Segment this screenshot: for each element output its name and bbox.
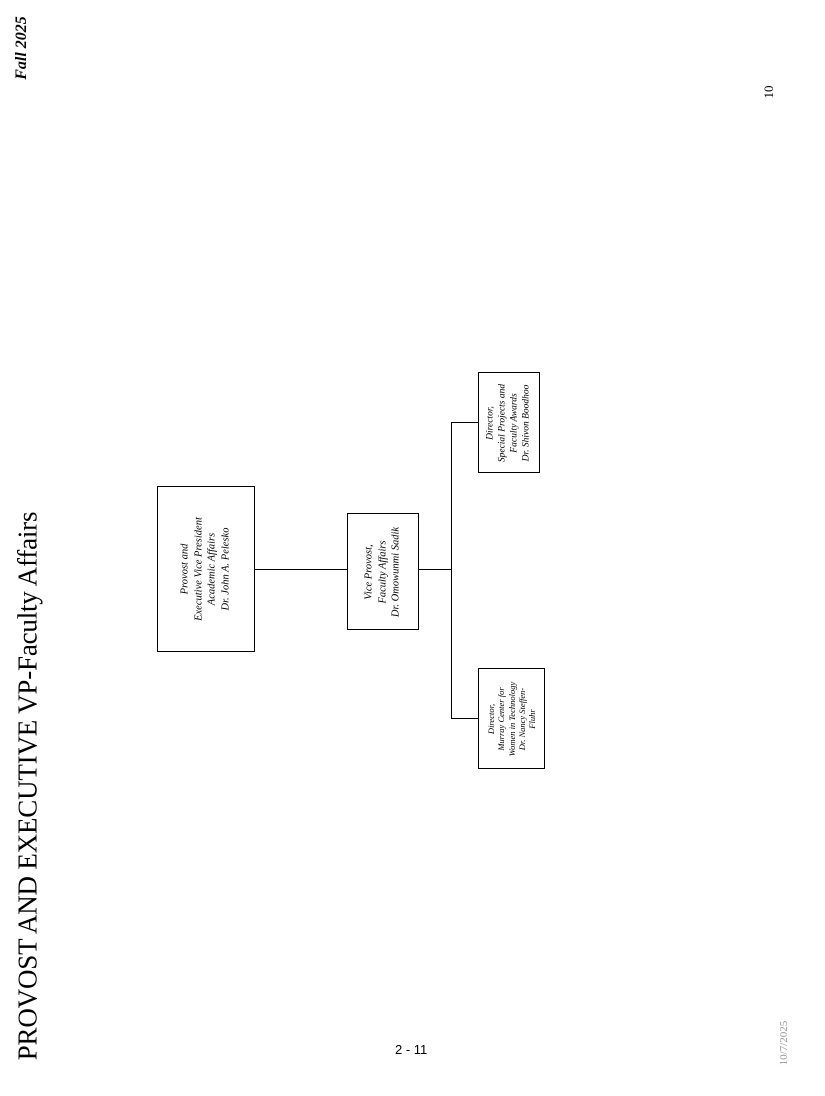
vice-provost-line-1: Vice Provost, <box>363 543 375 600</box>
provost-line-3: Academic Affairs <box>207 532 218 606</box>
director-murray-center-box <box>478 668 545 769</box>
special-projects-line-4: Dr. Shivon Boodhoo <box>520 384 531 461</box>
footer-page-label: 2 - 11 <box>395 1042 428 1057</box>
connector-provost-to-vice-provost <box>254 569 348 570</box>
vice-provost-line-2: Faculty Affairs <box>377 539 389 604</box>
murray-center-line-2: Murray Center for <box>495 686 506 751</box>
connector-branch-to-murray-center <box>451 718 479 719</box>
vice-provost-line-3: Dr. Omowunmi Sadik <box>390 526 402 617</box>
special-projects-line-3: Faculty Awards <box>509 392 519 453</box>
murray-center-line-1: Director, <box>485 703 496 734</box>
connector-branch-vertical <box>451 422 452 719</box>
murray-center-line-3: Women in Technology <box>506 681 517 756</box>
provost-line-2: Executive Vice President <box>193 517 205 621</box>
page-number: 10 <box>761 85 776 99</box>
page-title: PROVOST AND EXECUTIVE VP-Faculty Affairs <box>12 511 43 1061</box>
term-label: Fall 2025 <box>13 16 30 80</box>
print-date: 10/7/2025 <box>778 1020 790 1066</box>
vice-provost-box <box>347 513 419 630</box>
murray-center-line-5: Fluhr <box>527 708 538 729</box>
murray-center-line-4: Dr. Nancy Steffen- <box>516 687 527 750</box>
special-projects-line-1: Director, <box>485 405 496 440</box>
connector-branch-to-special-projects <box>451 422 479 423</box>
provost-line-1: Provost and <box>179 543 191 595</box>
special-projects-line-2: Special Projects and <box>497 383 508 462</box>
director-special-projects-box <box>478 372 540 473</box>
provost-box <box>157 486 255 652</box>
provost-line-4: Dr. John A. Pelesko <box>220 527 232 611</box>
connector-vice-provost-to-branch <box>418 569 452 570</box>
